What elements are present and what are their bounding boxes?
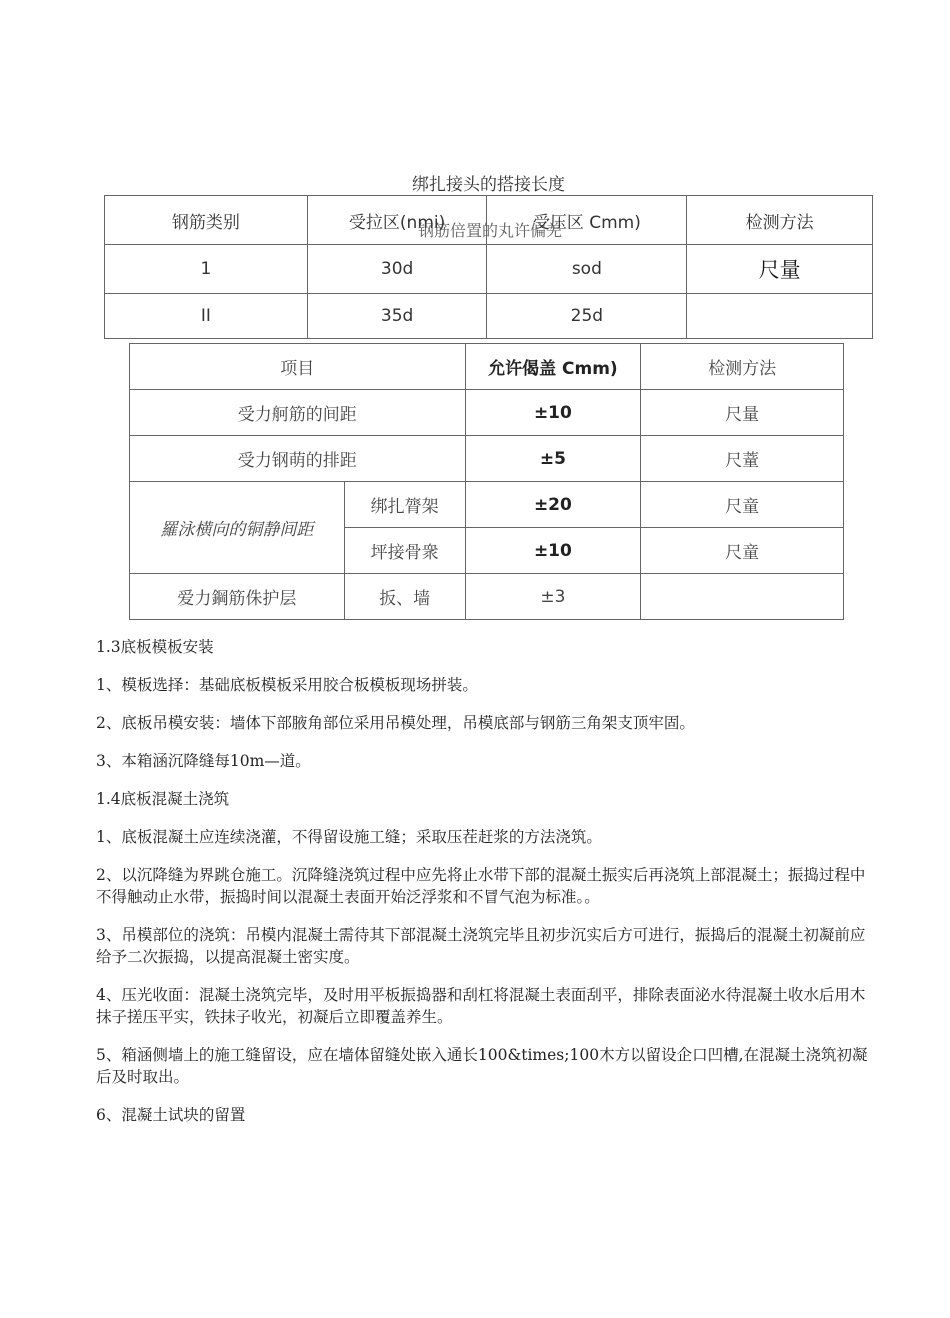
table-cell: ±20 — [465, 482, 641, 528]
table-cell: 受力舸筋的间距 — [130, 390, 466, 436]
table-cell: 扳、墙 — [344, 574, 465, 620]
table-cell: 1 — [105, 245, 308, 294]
table-row — [105, 294, 873, 339]
table-cell: sod — [487, 245, 687, 294]
header-cell: 检测方法 — [687, 196, 873, 245]
table-cell: 30d — [307, 245, 487, 294]
paragraph: 2、底板吊模安装：墙体下部腋角部位采用吊模处理，吊模底部与钢筋三角架支顶牢固。 — [96, 714, 695, 732]
table-cell: 尺蕫 — [641, 436, 844, 482]
header-cell: 钢筋类别 — [105, 196, 308, 245]
paragraph: 2、以沉降缝为界跳仓施工。沉降缝浇筑过程中应先将止水带下部的混凝土振实后再浇筑上部混凝土；振捣过程中不得触动止水带，振捣时间以混凝土表面开始泛浮浆和不冒气泡为标准。。 — [96, 866, 866, 906]
table-cell: 尺童 — [641, 482, 844, 528]
lap-length-table — [104, 195, 873, 339]
section-heading: 1.3底板模板安装 — [96, 638, 214, 656]
paragraph: 5、箱涵侧墙上的施工缝留设，应在墙体留缝处嵌入通长100&times;100木方以留设企口凹槽,在混凝土浇筑初凝后及时取出。 — [96, 1046, 868, 1086]
table-cell: II — [105, 294, 308, 339]
paragraph: 3、本箱涵沉降缝每10m—道。 — [96, 752, 311, 770]
header-cell: 允许偈盖 Cmm) — [465, 344, 641, 390]
table2-title-overlap: 钢筋倍置的丸许偏羌 — [417, 221, 562, 240]
table-cell: 35d — [307, 294, 487, 339]
header-cell: 受压区 Cmm) — [487, 196, 687, 245]
table-cell: ±10 — [465, 390, 641, 436]
table-cell: 受力钢萌的排距 — [130, 436, 466, 482]
section-heading: 1.4底板混凝土浇筑 — [96, 790, 230, 808]
paragraph: 4、压光收面：混凝土浇筑完毕，及时用平板振捣器和刮杠将混凝土表面刮平，排除表面泌水待混凝土收水后用木抹子搓压平实，铁抹子收光，初凝后立即覆盖养生。 — [96, 986, 866, 1026]
table-row — [105, 245, 873, 294]
table-row — [130, 436, 844, 482]
table1-title: 绑扎接头的搭接长度 — [412, 175, 565, 195]
table-cell: 坪接骨衆 — [344, 528, 465, 574]
table-row — [130, 390, 844, 436]
rebar-tolerance-table — [129, 343, 844, 620]
table-cell — [641, 574, 844, 620]
paragraph: 1、模板选择：基础底板模板采用胶合板模板现场拼装。 — [96, 676, 478, 694]
table-cell: ±3 — [465, 574, 641, 620]
table-cell: ±10 — [465, 528, 641, 574]
table-cell: 爱力鋼筋侏护层 — [130, 574, 345, 620]
table-cell: 尺量 — [687, 245, 873, 294]
header-cell: 检测方法 — [641, 344, 844, 390]
table-cell: 羅泳横向的铜静间距 — [130, 482, 345, 574]
table-cell — [687, 294, 873, 339]
header-cell: 受拉区(nmi) — [307, 196, 487, 245]
table-cell: 25d — [487, 294, 687, 339]
table-row — [130, 574, 844, 620]
header-cell: 项目 — [130, 344, 466, 390]
paragraph: 3、吊模部位的浇筑：吊模内混凝土需待其下部混凝土浇筑完毕且初步沉实后方可进行，振捣后的混凝土初凝前应给予二次振捣，以提高混凝土密实度。 — [96, 926, 866, 966]
document-body — [96, 636, 880, 1142]
table-cell: ±5 — [465, 436, 641, 482]
table-row — [130, 482, 844, 528]
paragraph: 1、底板混凝土应连续浇灌，不得留设施工缝；采取压茬赶浆的方法浇筑。 — [96, 828, 602, 846]
table-header-row — [130, 344, 844, 390]
paragraph: 6、混凝土试块的留置 — [96, 1106, 246, 1124]
table-cell: 尺童 — [641, 528, 844, 574]
table-cell: 绑扎膂架 — [344, 482, 465, 528]
table-cell: 尺量 — [641, 390, 844, 436]
